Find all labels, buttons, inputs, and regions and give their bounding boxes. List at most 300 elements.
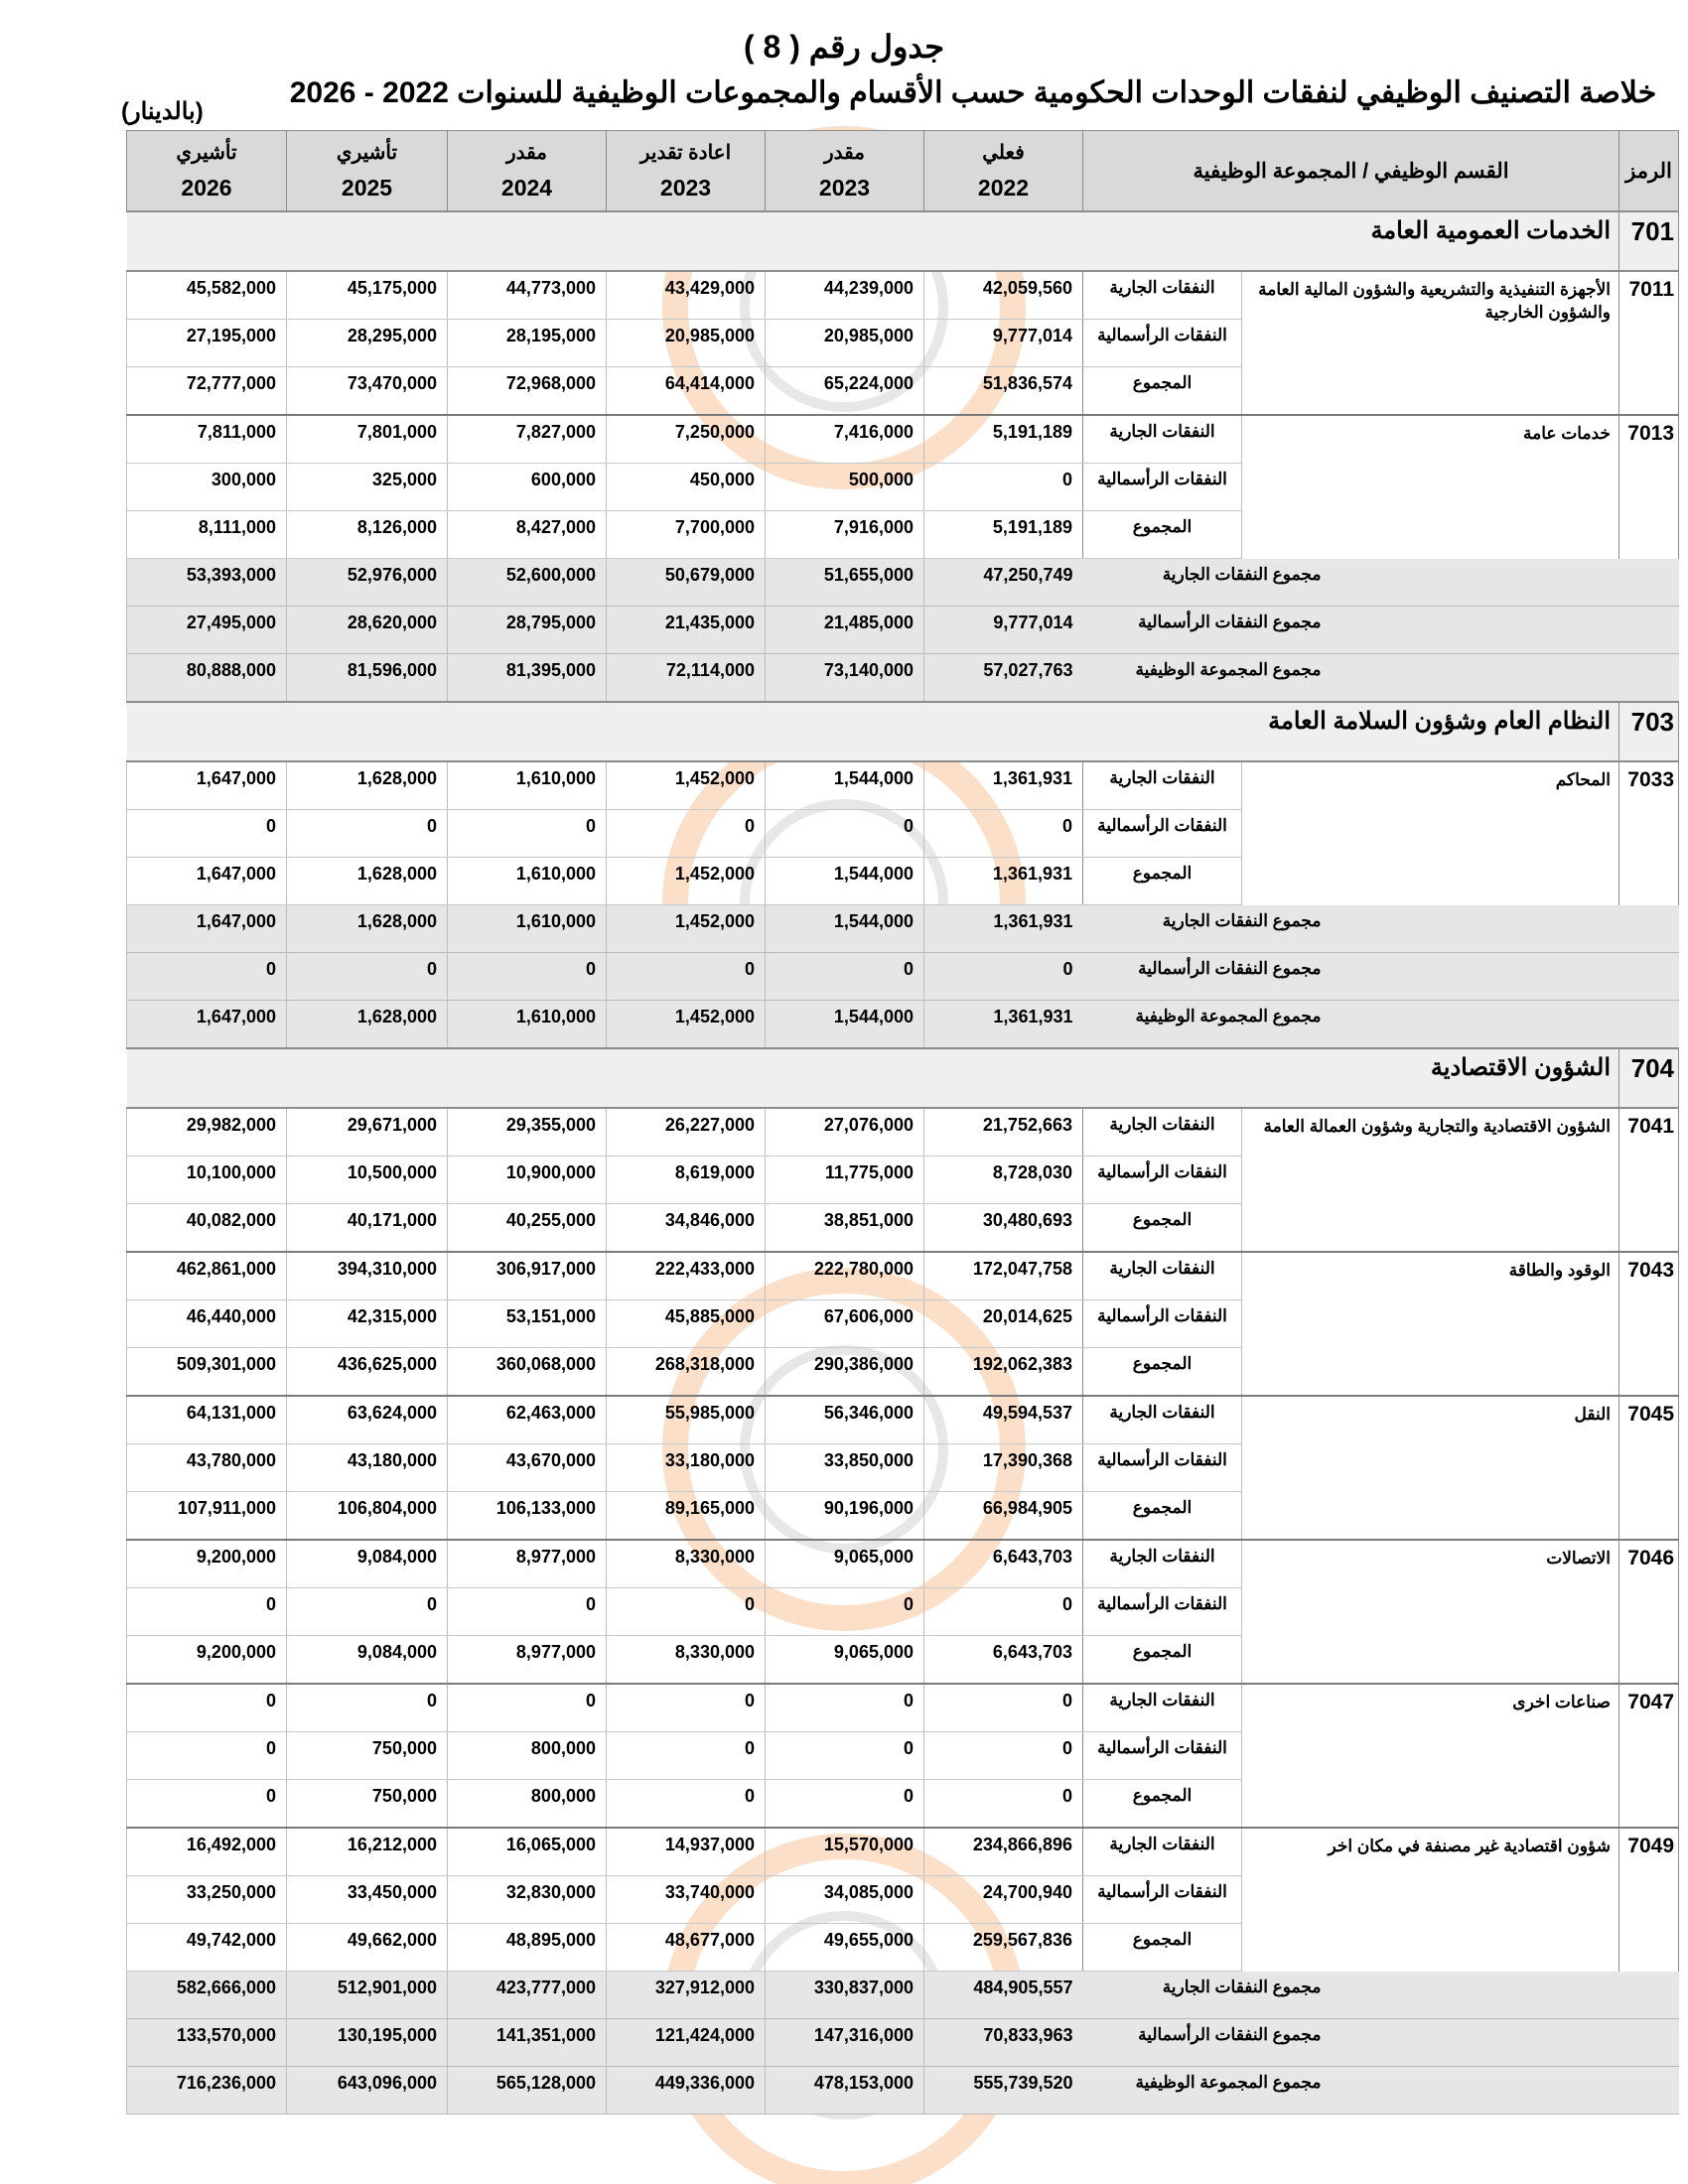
total-value-text: 27,495,000 xyxy=(186,613,276,632)
value-cell xyxy=(127,1828,287,1876)
total-value-cell xyxy=(448,1001,607,1049)
value-cell xyxy=(287,1684,448,1732)
value-cell xyxy=(607,320,766,367)
value-cell xyxy=(448,1732,607,1780)
value-cell xyxy=(766,1204,924,1253)
value-cell xyxy=(924,1444,1083,1492)
value-cell xyxy=(127,1204,287,1253)
value-cell xyxy=(287,1348,448,1397)
value-cell xyxy=(924,1828,1083,1876)
value-cell xyxy=(448,810,607,858)
value-cell xyxy=(127,1444,287,1492)
total-label: مجموع النفقات الرأسمالية xyxy=(1138,959,1322,978)
total-value-cell xyxy=(766,1972,924,2019)
value-text: 8,330,000 xyxy=(674,1642,755,1662)
value-cell xyxy=(448,367,607,416)
group-name: الشؤون الاقتصادية والتجارية وشؤون العمالة العامة xyxy=(1242,1108,1619,1252)
table-row xyxy=(127,1828,1679,1876)
total-value-text: 147,316,000 xyxy=(813,2025,914,2045)
value-cell xyxy=(766,858,924,905)
value-cell xyxy=(924,1300,1083,1348)
total-value-cell xyxy=(287,1001,448,1049)
value-text: 750,000 xyxy=(371,1786,437,1806)
value-cell xyxy=(924,761,1083,810)
total-value-text: 0 xyxy=(744,959,755,979)
total-value-text: 643,096,000 xyxy=(337,2073,437,2093)
value-cell xyxy=(766,1732,924,1780)
total-value-text: 9,777,014 xyxy=(993,613,1073,632)
total-value-text: 478,153,000 xyxy=(813,2073,914,2093)
total-value-cell xyxy=(287,654,448,703)
row-label: النفقات الرأسمالية xyxy=(1083,1444,1242,1492)
total-value-cell xyxy=(448,1972,607,2019)
value-text: 9,065,000 xyxy=(833,1642,914,1662)
value-text: 192,062,383 xyxy=(972,1354,1072,1374)
total-value-cell xyxy=(924,1972,1083,2019)
value-text: 9,200,000 xyxy=(196,1642,276,1662)
value-text: 72,777,000 xyxy=(186,373,276,393)
value-text: 38,851,000 xyxy=(823,1210,914,1230)
value-cell xyxy=(448,1924,607,1972)
value-cell xyxy=(127,1924,287,1972)
value-cell xyxy=(607,761,766,810)
value-text: 7,700,000 xyxy=(674,517,755,537)
value-cell xyxy=(127,415,287,464)
value-text: 8,330,000 xyxy=(674,1547,755,1567)
value-cell xyxy=(287,810,448,858)
value-cell xyxy=(127,1157,287,1204)
value-text: 222,433,000 xyxy=(654,1259,755,1279)
value-text: 33,740,000 xyxy=(664,1882,755,1902)
total-value-text: 512,901,000 xyxy=(337,1978,437,1997)
value-cell xyxy=(766,271,924,320)
group-code: 7046 xyxy=(1619,1540,1679,1684)
value-text: 11,775,000 xyxy=(824,1162,914,1182)
value-cell xyxy=(127,1780,287,1829)
total-row xyxy=(127,1972,1679,2019)
total-row xyxy=(127,953,1679,1001)
total-value-text: 1,628,000 xyxy=(356,1007,437,1026)
value-text: 1,628,000 xyxy=(356,864,437,884)
total-label-cell xyxy=(1083,1001,1679,1049)
value-text: 28,295,000 xyxy=(347,326,437,345)
value-cell xyxy=(287,1157,448,1204)
total-value-text: 0 xyxy=(903,959,914,979)
value-cell xyxy=(924,1204,1083,1253)
row-label: النفقات الجارية xyxy=(1083,761,1242,810)
value-cell xyxy=(287,1780,448,1829)
value-text: 9,200,000 xyxy=(196,1547,276,1567)
total-value-text: 330,837,000 xyxy=(813,1978,914,1997)
value-text: 1,361,931 xyxy=(992,768,1072,788)
value-text: 1,647,000 xyxy=(196,864,276,884)
value-text: 172,047,758 xyxy=(972,1259,1072,1279)
value-text: 9,777,014 xyxy=(992,326,1072,345)
value-text: 1,361,931 xyxy=(992,864,1072,884)
value-text: 33,180,000 xyxy=(664,1450,755,1470)
value-cell xyxy=(766,1924,924,1972)
row-label: النفقات الرأسمالية xyxy=(1083,1300,1242,1348)
value-text: 234,866,896 xyxy=(972,1835,1072,1854)
row-label: النفقات الرأسمالية xyxy=(1083,1157,1242,1204)
value-text: 450,000 xyxy=(689,470,755,489)
value-cell xyxy=(924,1252,1083,1300)
value-cell xyxy=(607,415,766,464)
total-value-cell xyxy=(448,2067,607,2115)
value-text: 43,180,000 xyxy=(347,1450,437,1470)
value-text: 750,000 xyxy=(371,1738,437,1758)
value-cell xyxy=(924,511,1083,559)
value-text: 1,452,000 xyxy=(674,768,755,788)
value-text: 40,171,000 xyxy=(347,1210,437,1230)
value-text: 8,977,000 xyxy=(515,1642,596,1662)
value-text: 222,780,000 xyxy=(813,1259,914,1279)
total-value-cell xyxy=(607,559,766,607)
header-column-2023 xyxy=(607,131,766,212)
value-text: 49,655,000 xyxy=(823,1930,914,1950)
group-name: الوقود والطاقة xyxy=(1242,1252,1619,1396)
value-cell xyxy=(448,415,607,464)
value-text: 600,000 xyxy=(530,470,596,489)
section-title: النظام العام وشؤون السلامة العامة xyxy=(127,702,1619,761)
total-value-text: 28,795,000 xyxy=(505,613,596,632)
header-column-2026 xyxy=(127,131,287,212)
total-row xyxy=(127,2019,1679,2067)
total-value-cell xyxy=(448,654,607,703)
value-cell xyxy=(607,1828,766,1876)
value-text: 44,239,000 xyxy=(823,278,914,298)
value-cell xyxy=(127,1636,287,1685)
value-text: 7,250,000 xyxy=(674,422,755,442)
value-cell xyxy=(924,1396,1083,1444)
value-cell xyxy=(448,858,607,905)
row-label: النفقات الرأسمالية xyxy=(1083,464,1242,511)
value-cell xyxy=(766,320,924,367)
value-cell xyxy=(448,1252,607,1300)
value-cell xyxy=(448,1348,607,1397)
total-value-cell xyxy=(127,1972,287,2019)
value-cell xyxy=(127,1252,287,1300)
value-cell xyxy=(607,1444,766,1492)
value-cell xyxy=(448,1780,607,1829)
group-code: 7033 xyxy=(1619,761,1679,905)
value-text: 1,610,000 xyxy=(515,864,596,884)
value-cell xyxy=(766,761,924,810)
value-text: 45,885,000 xyxy=(664,1306,755,1326)
value-text: 63,624,000 xyxy=(347,1403,437,1423)
value-cell xyxy=(766,1108,924,1157)
value-cell xyxy=(287,1588,448,1636)
value-text: 500,000 xyxy=(848,470,914,489)
group-name: المحاكم xyxy=(1242,761,1619,905)
value-cell xyxy=(766,1157,924,1204)
value-cell xyxy=(607,1204,766,1253)
value-text: 0 xyxy=(1061,1786,1072,1806)
value-text: 28,195,000 xyxy=(505,326,596,345)
value-cell xyxy=(607,1252,766,1300)
value-text: 290,386,000 xyxy=(813,1354,914,1374)
total-label-cell xyxy=(1083,2067,1679,2115)
row-label: النفقات الجارية xyxy=(1083,1252,1242,1300)
value-text: 26,227,000 xyxy=(664,1115,755,1135)
value-text: 0 xyxy=(265,1691,276,1710)
total-value-cell xyxy=(287,953,448,1001)
value-text: 20,985,000 xyxy=(823,326,914,345)
total-value-cell xyxy=(127,654,287,703)
section-code: 703 xyxy=(1619,702,1679,761)
total-value-cell xyxy=(127,2067,287,2115)
value-cell xyxy=(607,1492,766,1541)
header-column-2024 xyxy=(448,131,607,212)
table-row xyxy=(127,1396,1679,1444)
value-text: 72,968,000 xyxy=(505,373,596,393)
value-text: 14,937,000 xyxy=(664,1835,755,1854)
value-cell xyxy=(924,1108,1083,1157)
total-value-cell xyxy=(127,607,287,654)
header-column-type: تأشيري xyxy=(176,142,237,164)
value-text: 34,085,000 xyxy=(823,1882,914,1902)
value-cell xyxy=(924,1588,1083,1636)
value-cell xyxy=(287,415,448,464)
value-text: 1,628,000 xyxy=(356,768,437,788)
value-text: 462,861,000 xyxy=(176,1259,276,1279)
total-value-text: 52,976,000 xyxy=(347,565,437,585)
value-text: 29,671,000 xyxy=(347,1115,437,1135)
value-text: 56,346,000 xyxy=(823,1403,914,1423)
value-cell xyxy=(607,1732,766,1780)
total-value-text: 1,361,931 xyxy=(993,911,1073,931)
value-text: 0 xyxy=(265,1594,276,1614)
row-label: النفقات الجارية xyxy=(1083,271,1242,320)
value-text: 30,480,693 xyxy=(982,1210,1072,1230)
row-label: المجموع xyxy=(1083,1492,1242,1541)
value-text: 49,742,000 xyxy=(186,1930,276,1950)
table-row xyxy=(127,271,1679,320)
value-text: 27,076,000 xyxy=(823,1115,914,1135)
total-value-cell xyxy=(924,2019,1083,2067)
value-cell xyxy=(766,367,924,416)
row-label: المجموع xyxy=(1083,367,1242,416)
value-cell xyxy=(924,1157,1083,1204)
total-value-text: 1,610,000 xyxy=(515,1007,596,1026)
value-cell xyxy=(607,1876,766,1924)
value-cell xyxy=(127,1108,287,1157)
value-cell xyxy=(287,1204,448,1253)
value-text: 7,416,000 xyxy=(833,422,914,442)
value-text: 0 xyxy=(265,1738,276,1758)
table-row xyxy=(127,1108,1679,1157)
value-cell xyxy=(924,320,1083,367)
value-text: 40,082,000 xyxy=(186,1210,276,1230)
total-label-cell xyxy=(1083,2019,1679,2067)
value-text: 0 xyxy=(426,1594,437,1614)
total-value-text: 565,128,000 xyxy=(495,2073,596,2093)
value-text: 62,463,000 xyxy=(505,1403,596,1423)
total-value-cell xyxy=(127,1001,287,1049)
total-value-cell xyxy=(607,2019,766,2067)
row-label: النفقات الجارية xyxy=(1083,1396,1242,1444)
value-cell xyxy=(287,1924,448,1972)
value-text: 89,165,000 xyxy=(664,1498,755,1518)
value-cell xyxy=(924,367,1083,416)
total-row xyxy=(127,654,1679,703)
group-name: صناعات اخرى xyxy=(1242,1684,1619,1828)
total-value-cell xyxy=(607,2067,766,2115)
total-value-text: 133,570,000 xyxy=(176,2025,276,2045)
value-cell xyxy=(127,1492,287,1541)
value-text: 1,647,000 xyxy=(196,768,276,788)
value-text: 268,318,000 xyxy=(654,1354,755,1374)
value-text: 27,195,000 xyxy=(186,326,276,345)
value-text: 5,191,189 xyxy=(992,517,1072,537)
section-title: الشؤون الاقتصادية xyxy=(127,1048,1619,1108)
value-cell xyxy=(607,511,766,559)
total-value-cell xyxy=(287,905,448,953)
value-text: 48,677,000 xyxy=(664,1930,755,1950)
value-cell xyxy=(766,511,924,559)
total-value-cell xyxy=(287,2067,448,2115)
row-label: النفقات الجارية xyxy=(1083,1540,1242,1588)
total-value-text: 582,666,000 xyxy=(176,1978,276,1997)
row-label: المجموع xyxy=(1083,1348,1242,1397)
value-cell xyxy=(448,1108,607,1157)
value-text: 20,014,625 xyxy=(982,1306,1072,1326)
header-column-type: تأشيري xyxy=(336,142,398,164)
table-subtitle: خلاصة التصنيف الوظيفي لنفقات الوحدات الحكومية حسب الأقسام والمجموعات الوظيفية للسنوات 2022 - 2026 xyxy=(289,76,1657,109)
value-text: 46,440,000 xyxy=(186,1306,276,1326)
value-text: 29,982,000 xyxy=(186,1115,276,1135)
total-value-text: 57,027,763 xyxy=(983,660,1073,680)
value-text: 55,985,000 xyxy=(664,1403,755,1423)
value-cell xyxy=(766,1396,924,1444)
total-label-cell xyxy=(1083,654,1679,703)
value-text: 10,100,000 xyxy=(186,1162,276,1182)
value-cell xyxy=(448,464,607,511)
value-cell xyxy=(607,858,766,905)
row-label: المجموع xyxy=(1083,1636,1242,1685)
total-value-cell xyxy=(766,559,924,607)
value-text: 1,544,000 xyxy=(833,864,914,884)
value-text: 259,567,836 xyxy=(972,1930,1072,1950)
total-value-text: 21,485,000 xyxy=(823,613,914,632)
value-cell xyxy=(448,1876,607,1924)
header-column-year: 2023 xyxy=(818,175,871,201)
value-text: 0 xyxy=(585,816,596,836)
value-text: 6,643,703 xyxy=(992,1547,1072,1567)
header-column-year: 2026 xyxy=(181,175,232,201)
value-cell xyxy=(287,1732,448,1780)
row-label: المجموع xyxy=(1083,858,1242,905)
table-body xyxy=(127,211,1679,2115)
total-value-cell xyxy=(607,654,766,703)
value-cell xyxy=(287,320,448,367)
value-cell xyxy=(924,1684,1083,1732)
total-label-cell xyxy=(1083,607,1679,654)
total-value-text: 121,424,000 xyxy=(654,2025,755,2045)
value-text: 0 xyxy=(903,1738,914,1758)
value-text: 0 xyxy=(903,1594,914,1614)
row-label: المجموع xyxy=(1083,1924,1242,1972)
value-text: 7,811,000 xyxy=(197,422,276,442)
total-value-cell xyxy=(448,2019,607,2067)
row-label: النفقات الجارية xyxy=(1083,1828,1242,1876)
value-cell xyxy=(127,320,287,367)
header-code: الرمز xyxy=(1619,131,1679,212)
value-cell xyxy=(766,1540,924,1588)
total-label: مجموع النفقات الجارية xyxy=(1162,911,1322,930)
value-cell xyxy=(287,761,448,810)
total-value-text: 53,393,000 xyxy=(186,565,276,585)
value-text: 43,780,000 xyxy=(186,1450,276,1470)
value-text: 49,662,000 xyxy=(347,1930,437,1950)
total-value-text: 81,596,000 xyxy=(347,660,437,680)
value-text: 17,390,368 xyxy=(982,1450,1072,1470)
total-value-cell xyxy=(924,654,1083,703)
total-value-text: 51,655,000 xyxy=(823,565,914,585)
total-label: مجموع النفقات الجارية xyxy=(1162,1978,1322,1996)
value-text: 42,315,000 xyxy=(347,1306,437,1326)
total-label: مجموع النفقات الرأسمالية xyxy=(1138,2025,1322,2044)
section-row-701 xyxy=(127,211,1679,271)
total-value-text: 423,777,000 xyxy=(495,1978,596,1997)
value-text: 51,836,574 xyxy=(982,373,1072,393)
header-name: القسم الوظيفي / المجموعة الوظيفية xyxy=(1083,131,1619,212)
value-cell xyxy=(127,1540,287,1588)
row-label: النفقات الرأسمالية xyxy=(1083,1732,1242,1780)
value-cell xyxy=(448,511,607,559)
header-column-type: اعادة تقدير xyxy=(639,142,732,164)
total-value-cell xyxy=(766,607,924,654)
value-cell xyxy=(127,1300,287,1348)
value-text: 45,582,000 xyxy=(186,278,276,298)
value-cell xyxy=(127,367,287,416)
value-cell xyxy=(287,1300,448,1348)
value-text: 800,000 xyxy=(530,1786,596,1806)
total-value-cell xyxy=(924,1001,1083,1049)
total-label-cell xyxy=(1083,1972,1679,2019)
total-value-text: 449,336,000 xyxy=(654,2073,755,2093)
total-value-cell xyxy=(766,953,924,1001)
table-row xyxy=(127,1252,1679,1300)
total-value-text: 1,452,000 xyxy=(674,911,755,931)
value-cell xyxy=(287,1108,448,1157)
value-text: 106,804,000 xyxy=(337,1498,437,1518)
value-text: 7,801,000 xyxy=(356,422,437,442)
value-cell xyxy=(448,1157,607,1204)
total-value-text: 1,647,000 xyxy=(196,911,276,931)
total-value-cell xyxy=(766,2067,924,2115)
total-row xyxy=(127,905,1679,953)
total-value-text: 130,195,000 xyxy=(337,2025,437,2045)
total-value-text: 47,250,749 xyxy=(983,565,1073,585)
value-text: 1,610,000 xyxy=(515,768,596,788)
total-value-text: 52,600,000 xyxy=(505,565,596,585)
total-value-cell xyxy=(287,559,448,607)
total-row xyxy=(127,559,1679,607)
group-name: النقل xyxy=(1242,1396,1619,1540)
value-cell xyxy=(607,1780,766,1829)
value-text: 0 xyxy=(1061,816,1072,836)
value-text: 45,175,000 xyxy=(347,278,437,298)
value-cell xyxy=(924,1732,1083,1780)
value-cell xyxy=(766,1828,924,1876)
total-value-cell xyxy=(448,905,607,953)
value-text: 394,310,000 xyxy=(337,1259,437,1279)
value-text: 8,977,000 xyxy=(515,1547,596,1567)
value-text: 33,250,000 xyxy=(186,1882,276,1902)
value-text: 29,355,000 xyxy=(505,1115,596,1135)
total-value-text: 21,435,000 xyxy=(664,613,755,632)
